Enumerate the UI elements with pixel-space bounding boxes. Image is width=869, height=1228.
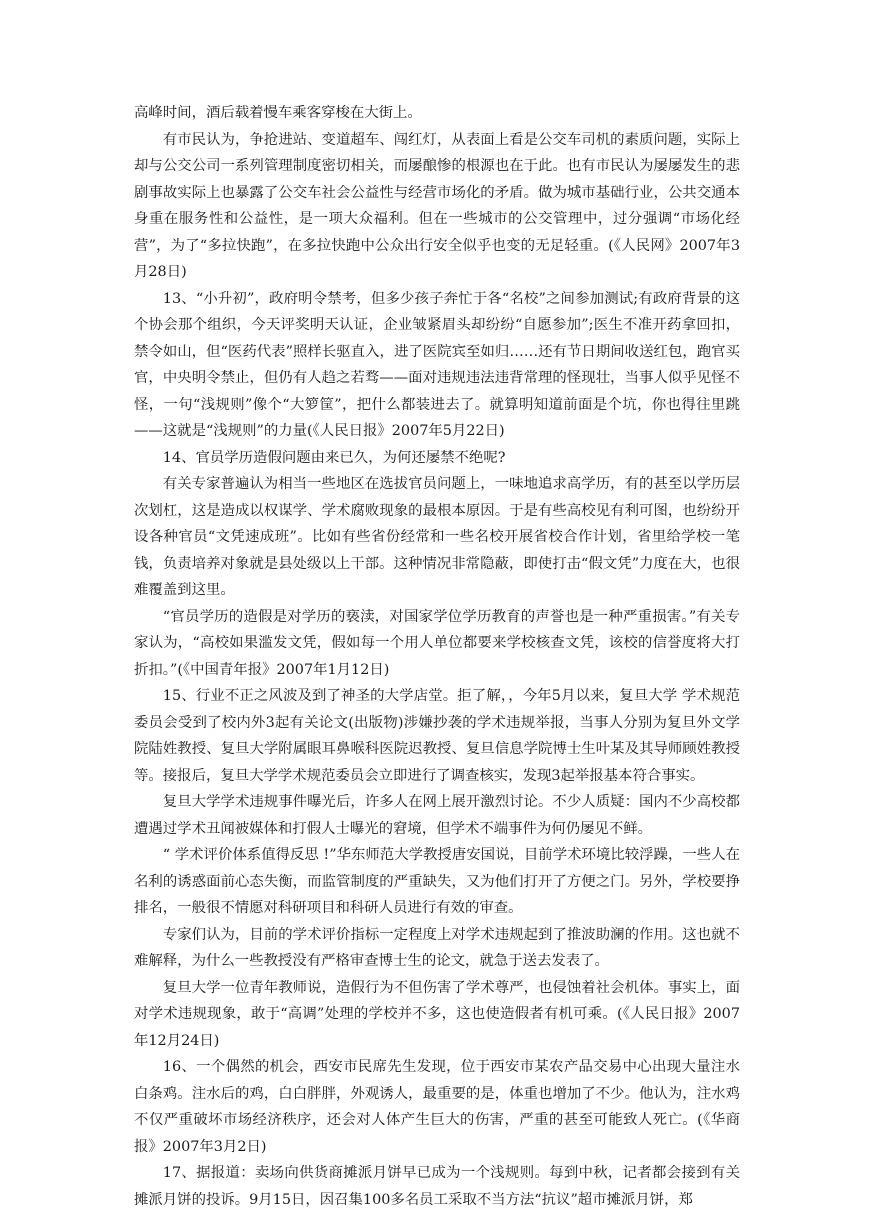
paragraph: 专家们认为，目前的学术评价指标一定程度上对学术违规起到了推波助澜的作用。这也就不难解释，为什么一些教授没有严格审查博士生的论文，就急于送去发表了。 — [134, 926, 740, 969]
paragraph: “ 学术评价体系值得反思 !”华东师范大学教授唐安国说，目前学术环境比较浮躁，一些人在名利的诱惑面前心态失衡，而监管制度的严重缺失，又为他们打开了方便之门。另外，学校要挣排名，一般很不情愿对科研项目和科研人员进行有效的审查。 — [134, 847, 740, 916]
paragraph: 15、行业不正之风波及到了神圣的大学店堂。拒了解，，今年5月以来，复旦大学 学术规范委员会受到了校内外3起有关论文(出版物)涉嫌抄袭的学术违规举报，当事人分别为复旦外文学院陆姓教授、复旦大学附属眼耳鼻喉科医院迟教授、复旦信息学院博士生叶某及其导师顾姓教授等。接报后，复旦大学学术规范委员会立即进行了调查核实，发现3起举报基本符合事实。 — [134, 688, 740, 784]
paragraph: 复旦大学一位青年教师说，造假行为不但伤害了学术尊严，也侵蚀着社会机体。事实上，面对学术违规现象，敢于“高调”处理的学校并不多，这也使造假者有机可乘。(《人民日报》2007年12月24日) — [134, 979, 740, 1049]
paragraph: 有关专家普遍认为相当一些地区在选拔官员问题上，一味地追求高学历，有的甚至以学历层次划杠，这是造成以权谋学、学术腐败现象的最根本原因。于是有些高校见有利可图，也纷纷开设各种官员“文凭速成班”。比如有些省份经常和一些名校开展省校合作计划，省里给学校一笔钱，负责培养对象就是县处级以上干部。这种情况非常隐蔽，即使打击“假文凭”力度在大，也很难覆盖到这里。 — [134, 476, 740, 598]
paragraph: 14、官员学历造假问题由来已久，为何还屡禁不绝呢? — [162, 449, 506, 466]
paragraph: 13、“小升初”，政府明令禁考，但多少孩子奔忙于各“名校”之间参加测试;有政府背景的这个协会那个组织，今天评奖明天认证，企业皱紧眉头却纷纷“自愿参加”;医生不准开药拿回扣，禁令如山，但“医药代表”照样长驱直入，进了医院宾至如归……还有节日期间收送红包，跑官买官，中央明令禁止，但仍有人趋之若骛——面对违规违法违背常理的怪现壮，当事人似乎见怪不怪，一句“浅规则”像个“大箩筐”，把什么都装进去了。就算明知道前面是个坑，你也得往里跳——这就是“浅规则”的力量(《人民日报》2007年5月22日) — [134, 290, 740, 439]
paragraph: 16、一个偶然的机会，西安市民席先生发现，位于西安市某农产品交易中心出现大量注水白条鸡。注水后的鸡，白白胖胖，外观诱人，最重要的是，体重也增加了不少。他认为，注水鸡不仅严重破坏市场经济秩序，还会对人体产生巨大的伤害，严重的甚至可能致人死亡。(《华商报》2007年3月2日) — [134, 1059, 740, 1155]
paragraph: 有市民认为，争抢进站、变道超车、闯红灯，从表面上看是公交车司机的素质问题，实际上却与公交公司一系列管理制度密切相关，而屡酿惨的根源也在于此。也有市民认为屡屡发生的悲剧事故实际上也暴露了公交车社会公益性与经营市场化的矛盾。做为城市基础行业，公共交通本身重在服务性和公益性，是一项大众福利。但在一些城市的公交管理中，过分强调“市场化经营”，为了“多拉快跑”，在多拉快跑中公众出行安全似乎也变的无足轻重。(《人民网》2007年3月28日) — [134, 131, 740, 280]
paragraph: 高峰时间，酒后载着慢车乘客穿梭在大街上。 — [134, 105, 422, 121]
paragraph: 17、据报道：卖场向供货商摊派月饼早已成为一个浅规则。每到中秋，记者都会接到有关摊派月饼的投诉。9月15日，因召集100多名员工采取不当方法“抗议”超市摊派月饼，郑 — [134, 1165, 740, 1208]
paragraph: “官员学历的造假是对学历的亵渎，对国家学位学历教育的声誉也是一种严重损害。”有关专家认为，“高校如果滥发文凭，假如每一个用人单位都要来学校核查文凭，该校的信誉度将大打折扣。”(《中国青年报》2007年1月12日) — [134, 608, 740, 678]
document-body — [134, 100, 740, 1213]
paragraph: 复旦大学学术违规事件曝光后，许多人在网上展开激烈讨论。不少人质疑：国内不少高校都遭遇过学术丑闻被媒体和打假人士曝光的窘境，但学术不端事件为何仍屡见不鲜。 — [134, 794, 740, 837]
